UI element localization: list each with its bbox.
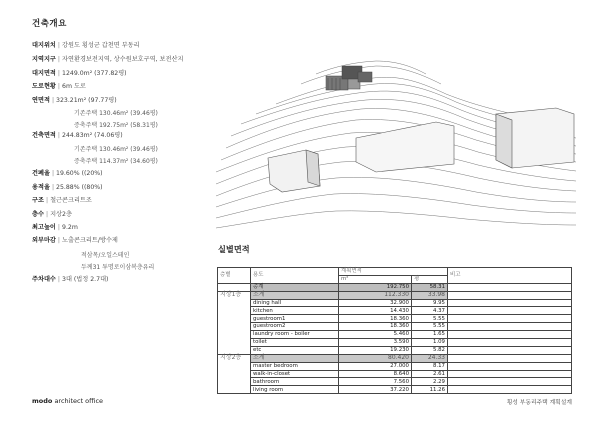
cell-m2: 19.230 xyxy=(339,346,412,354)
cell-room: guestroom1 xyxy=(251,315,339,323)
spec-floors: 층수 | 지상2층 xyxy=(32,211,72,218)
table-row xyxy=(218,339,572,347)
footer-project: 횡성 부동리주택 계획설계 xyxy=(506,400,572,406)
spec-value: 25.88% ((80%) xyxy=(56,184,103,191)
cell-m2: 5.460 xyxy=(339,331,412,339)
spec-zoning: 지역지구 | 자연환경보전지역, 상수원보호구역, 보전산지 xyxy=(32,56,184,63)
spec-building-area: 건축면적 | 244.83m² (74.06평) xyxy=(32,132,123,139)
cell-py: 11.26 xyxy=(412,386,448,394)
cell-py: 9.95 xyxy=(412,299,448,307)
spec-label: 건축면적 xyxy=(32,132,56,139)
table-row xyxy=(218,386,572,394)
spec-value: 19.60% ((20%) xyxy=(56,170,103,177)
spec-label: 최고높이 xyxy=(32,224,56,231)
cell-py: 1.65 xyxy=(412,331,448,339)
cell-room: living room xyxy=(251,386,339,394)
spec-sub: 기존주택 130.46m² (39.46평) xyxy=(74,110,158,117)
cell-m2: 27.000 xyxy=(339,362,412,370)
table-row xyxy=(218,315,572,323)
cell-py: 5.55 xyxy=(412,315,448,323)
spec-value: 9.2m xyxy=(62,224,78,231)
cell-m2: 80.420 xyxy=(339,354,412,362)
spec-label: 지역지구 xyxy=(32,56,56,63)
table-row-subtotal xyxy=(218,291,572,299)
cell-py: 2.61 xyxy=(412,370,448,378)
site-model-drawing xyxy=(216,44,576,230)
header-note: 비고 xyxy=(448,268,572,284)
cell-room: laundry room - boiler xyxy=(251,331,339,339)
area-table xyxy=(217,267,572,394)
cell-room: walk-in-closet xyxy=(251,370,339,378)
cell-room: toilet xyxy=(251,339,339,347)
spec-finish: 외부마감 | 노출콘크리트/방수제 xyxy=(32,237,118,244)
cell-empty xyxy=(218,283,251,291)
cell-m2: 18.360 xyxy=(339,323,412,331)
header-type: 층별 xyxy=(218,268,251,284)
spec-value: 자연환경보전지역, 상수원보호구역, 보전산지 xyxy=(62,56,184,63)
spec-coverage: 건폐율 | 19.60% ((20%) xyxy=(32,170,103,177)
spec-value: 323.21m² (97.77평) xyxy=(56,97,117,104)
spec-sub: 두께31 투명로이삼복층유리 xyxy=(81,264,155,271)
table-row xyxy=(218,362,572,370)
brand-logo: modo xyxy=(32,397,53,405)
spec-label: 도로현황 xyxy=(32,83,56,90)
cell-floor-2: 지상2층 xyxy=(218,354,251,393)
spec-parking: 주차대수 | 3대 (법정 2.7대) xyxy=(32,276,109,283)
table-row xyxy=(218,299,572,307)
spec-value: 3대 (법정 2.7대) xyxy=(62,276,109,283)
spec-value: 6m 도로 xyxy=(62,83,86,90)
cell-room: kitchen xyxy=(251,307,339,315)
spec-structure: 구조 | 철근콘크리트조 xyxy=(32,197,92,204)
cell-m2: 14.430 xyxy=(339,307,412,315)
cell-m2: 3.590 xyxy=(339,339,412,347)
header-unit-py: 평 xyxy=(412,275,448,283)
cell-room: etc xyxy=(251,346,339,354)
cell-py: 1.09 xyxy=(412,339,448,347)
cell-m2: 18.360 xyxy=(339,315,412,323)
spec-site-location: 대지위치 | 강원도 횡성군 갑천면 부동리 xyxy=(32,42,140,49)
header-use: 용도 xyxy=(251,268,339,284)
foreground-volumes xyxy=(268,108,574,192)
spec-road: 도로현황 | 6m 도로 xyxy=(32,83,86,90)
spec-value: 1249.0m² (377.82평) xyxy=(62,70,127,77)
cell-m2: 7.560 xyxy=(339,378,412,386)
spec-far: 용적율 | 25.88% ((80%) xyxy=(32,184,103,191)
cell-m2: 37.220 xyxy=(339,386,412,394)
spec-value: 지상2층 xyxy=(50,211,72,218)
cell-m2: 32.900 xyxy=(339,299,412,307)
cell-m2: 8.640 xyxy=(339,370,412,378)
page-title: 건축개요 xyxy=(32,19,67,29)
spec-sub: 기존주택 130.46m² (39.46평) xyxy=(74,146,158,153)
cell-room: bathroom xyxy=(251,378,339,386)
spec-label: 외부마감 xyxy=(32,237,56,244)
header-unit-m2: m² xyxy=(339,275,412,283)
spec-gross-floor-area: 연면적 | 323.21m² (97.77평) xyxy=(32,97,117,104)
cell-m2: 112.330 xyxy=(339,291,412,299)
table-row xyxy=(218,378,572,386)
table-row xyxy=(218,307,572,315)
spec-label: 용적율 xyxy=(32,184,50,191)
cell-room: master bedroom xyxy=(251,362,339,370)
table-row xyxy=(218,370,572,378)
spec-sub: 적삼목/오일스테인 xyxy=(81,252,130,259)
spec-value: 노출콘크리트/방수제 xyxy=(62,237,118,244)
cell-py: 33.98 xyxy=(412,291,448,299)
cell-room: guestroom2 xyxy=(251,323,339,331)
table-row-total xyxy=(218,283,572,291)
cell-py: 5.82 xyxy=(412,346,448,354)
cell-py: 4.37 xyxy=(412,307,448,315)
spec-label: 층수 xyxy=(32,211,44,218)
spec-label: 건폐율 xyxy=(32,170,50,177)
cell-py: 8.17 xyxy=(412,362,448,370)
cell-py: 58.31 xyxy=(412,283,448,291)
spec-label: 대지면적 xyxy=(32,70,56,77)
cell-room: dining hall xyxy=(251,299,339,307)
spec-sub: 증축주택 114.37m² (34.60평) xyxy=(74,158,158,165)
spec-label: 대지위치 xyxy=(32,42,56,49)
cell-label: 소계 xyxy=(251,354,339,362)
spec-value: 철근콘크리트조 xyxy=(50,197,92,204)
table-row xyxy=(218,323,572,331)
cell-m2: 192.750 xyxy=(339,283,412,291)
cell-py: 5.55 xyxy=(412,323,448,331)
spec-sub: 증축주택 192.75m² (58.31평) xyxy=(74,122,158,129)
cell-py: 2.29 xyxy=(412,378,448,386)
cell-label: 총계 xyxy=(251,283,339,291)
house-on-hill xyxy=(326,66,372,90)
spec-label: 연면적 xyxy=(32,97,50,104)
spec-value: 강원도 횡성군 갑천면 부동리 xyxy=(62,42,140,49)
spec-value: 244.83m² (74.06평) xyxy=(62,132,123,139)
spec-site-area: 대지면적 | 1249.0m² (377.82평) xyxy=(32,70,127,77)
table-header-row xyxy=(218,268,572,276)
table-row-subtotal xyxy=(218,354,572,362)
table-row xyxy=(218,331,572,339)
spec-label: 구조 xyxy=(32,197,44,204)
header-area: 계획면적 xyxy=(339,268,448,276)
spec-height: 최고높이 | 9.2m xyxy=(32,224,78,231)
spec-label: 주차대수 xyxy=(32,276,56,283)
brand-name: architect office xyxy=(54,397,104,405)
cell-floor-1: 지상1층 xyxy=(218,291,251,354)
footer-brand xyxy=(32,397,103,405)
cell-label: 소계 xyxy=(251,291,339,299)
area-table-title: 실별면적 xyxy=(218,244,250,254)
cell-py: 24.33 xyxy=(412,354,448,362)
